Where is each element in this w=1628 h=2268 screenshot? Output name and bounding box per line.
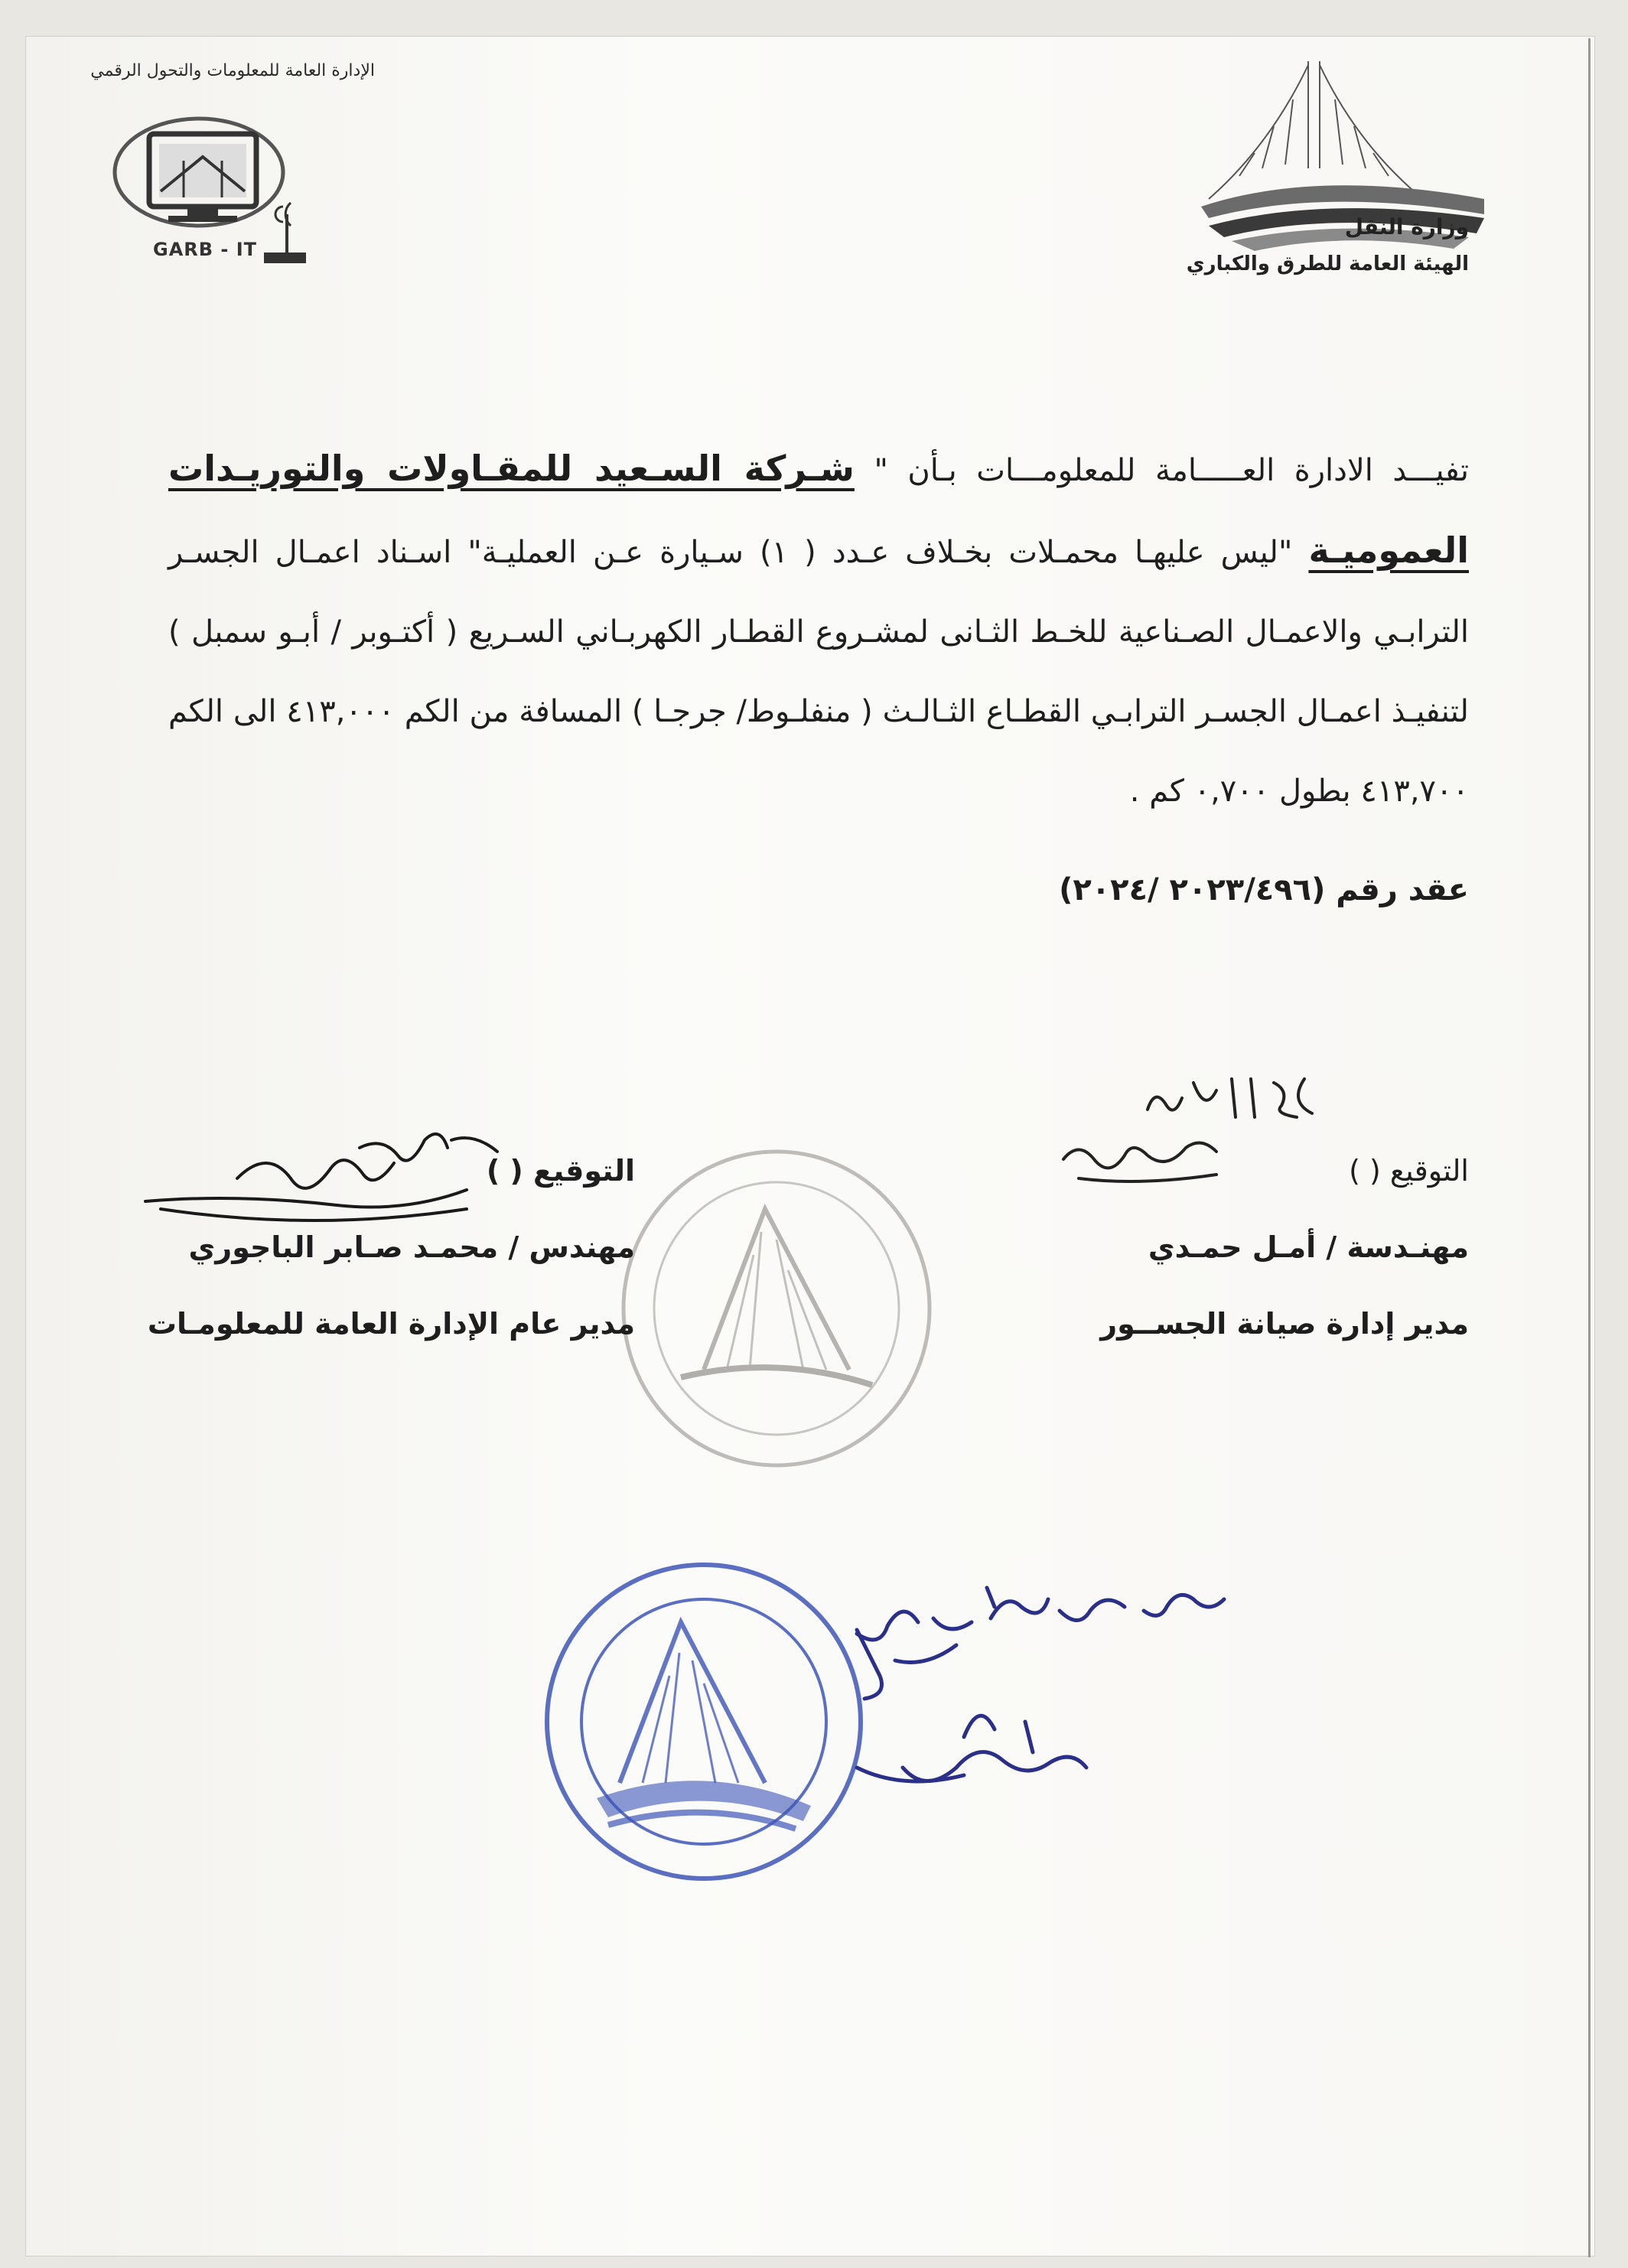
ministry-name: وزارة النقل xyxy=(1344,214,1469,240)
signer-name-right: مهنـدسة / أمـل حمـدي xyxy=(1148,1230,1469,1264)
handwritten-blue-note xyxy=(765,1576,1255,1821)
contract-number: عقد رقم (٢٠٢٣/٤٩٦ /٢٠٢٤) xyxy=(1059,872,1469,908)
ministry-bridge-logo xyxy=(1193,54,1492,283)
faded-authority-stamp xyxy=(612,1140,941,1477)
page-edge xyxy=(1588,38,1591,2257)
intro-text: تفيـــد الادارة العـــــامة للمعلومـــات بـأن " xyxy=(874,453,1469,488)
signer-name-left: مهندس / محمـد صـابر الباجوري xyxy=(188,1230,635,1264)
handwritten-signature-right xyxy=(1056,1125,1255,1194)
signature-label-right: التوقيع ( ) xyxy=(1349,1154,1469,1188)
handwritten-date xyxy=(1132,1064,1331,1132)
it-department-name: الإدارة العامة للمعلومات والتحول الرقمي xyxy=(90,61,375,80)
it-logo-caption: GARB - IT xyxy=(153,239,258,260)
statement-text: "ليس عليهـا محمـلات بخـلاف عـدد ( ١) سـيارة عـن العمليـة" اسـناد اعمـال الجسـر الترابـي والاعمـال الصـناعية للخـط الثـانى لمشـروع القطـار الكهربـاني السـريع ( أكتـوبر / أبـو سمبل ) لتنفيـذ اعمـال الجسـر الترابـي القطـاع الثـالـث ( منفلـوط/ جرجـا ) المسافة من الكم ٤١٣,٠٠٠ الى الكم ٤١٣,٧٠٠ بطول ٠,٧٠٠ كم . xyxy=(168,535,1469,809)
signer-title-right: مدير إدارة صيانة الجســور xyxy=(1100,1307,1469,1341)
company-name: شـركة السـعيد للمقـاولات والتوريـدات العموميـة xyxy=(168,448,1469,571)
handwritten-signature-left xyxy=(130,1117,558,1240)
certificate-body xyxy=(168,429,1469,831)
signer-title-left: مدير عام الإدارة العامة للمعلومـات xyxy=(147,1307,635,1341)
signature-label-left: التوقيع ( ) xyxy=(486,1154,635,1188)
authority-name: الهيئة العامة للطرق والكباري xyxy=(1186,253,1469,275)
